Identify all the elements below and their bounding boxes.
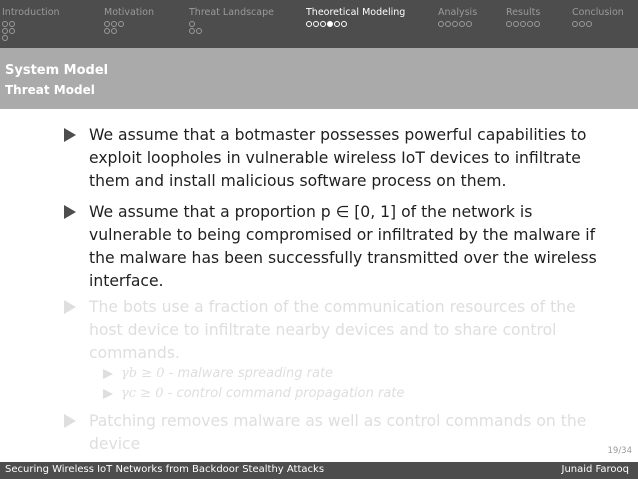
slide-dot-icon[interactable] [438, 21, 444, 27]
bullet-text: We assume that a botmaster possesses powerful capabilities to exploit loopholes in vulnerable wireless IoT devices to infiltrate them and install malicious software process on them. [89, 126, 587, 190]
nav-progress-dots [104, 21, 154, 35]
nav-dot-row [189, 21, 274, 28]
nav-dot-row [306, 21, 405, 28]
slide-dot-icon[interactable] [189, 21, 195, 27]
math-symbol: γc ≥ 0 [121, 386, 164, 401]
nav-dot-row [104, 28, 154, 35]
nav-dot-row [104, 21, 154, 28]
slide-dot-icon[interactable] [2, 28, 8, 34]
bullet-text: Patching removes malware as well as control commands on the device [89, 412, 587, 453]
nav-progress-dots [306, 21, 405, 28]
slide-dot-icon[interactable] [527, 21, 533, 27]
nav-dot-row [2, 35, 60, 42]
slide-dot-icon[interactable] [306, 21, 312, 27]
nav-section-results[interactable] [506, 7, 541, 28]
nav-section-conclusion[interactable] [572, 7, 624, 28]
nav-section-label[interactable]: Introduction [2, 7, 60, 18]
slide-dot-icon[interactable] [572, 21, 578, 27]
nav-section-label[interactable]: Results [506, 7, 541, 18]
slide-dot-icon[interactable] [104, 21, 110, 27]
slide-dot-icon[interactable] [466, 21, 472, 27]
nav-progress-dots [2, 21, 60, 42]
slide-dot-icon[interactable] [313, 21, 319, 27]
frame-subtitle: Threat Model [5, 83, 95, 97]
slide-dot-icon[interactable] [459, 21, 465, 27]
nav-section-label[interactable]: Conclusion [572, 7, 624, 18]
frame-title-bar [0, 48, 638, 109]
slide-dot-icon[interactable] [520, 21, 526, 27]
bullet-text: The bots use a fraction of the communication resources of the host device to infiltrate nearby devices and to share control commands. [89, 298, 576, 362]
slide-dot-icon[interactable] [111, 21, 117, 27]
slide-dot-icon[interactable] [118, 21, 124, 27]
current-slide-dot-icon[interactable] [327, 21, 333, 27]
slide-dot-icon[interactable] [586, 21, 592, 27]
nav-section-motivation[interactable] [104, 7, 154, 35]
slide-dot-icon[interactable] [2, 35, 8, 41]
slide-dot-icon[interactable] [9, 28, 15, 34]
nav-dot-row [572, 21, 624, 28]
slide-dot-icon[interactable] [452, 21, 458, 27]
frame-title: System Model [5, 63, 109, 78]
nav-section-label[interactable]: Motivation [104, 7, 155, 18]
nav-progress-dots [506, 21, 541, 28]
slide-dot-icon[interactable] [2, 21, 8, 27]
nav-dot-row [189, 28, 274, 35]
nav-dot-row [2, 28, 60, 35]
nav-dot-row [506, 21, 541, 28]
slide-dot-icon[interactable] [534, 21, 540, 27]
subitem-description: malware spreading rate [177, 366, 334, 381]
slide-dot-icon[interactable] [196, 28, 202, 34]
nav-dot-row [2, 21, 60, 28]
bullet-triangle-icon [64, 205, 76, 219]
subbullet-triangle-icon [103, 369, 113, 379]
section-navigation [0, 0, 638, 48]
nav-section-label[interactable]: Analysis [438, 7, 478, 18]
subitem-description: control command propagation rate [176, 386, 405, 401]
slide-dot-icon[interactable] [189, 28, 195, 34]
subitem-malware-rate: γb ≥ 0 - malware spreading rate [103, 365, 333, 383]
subitem-control-rate: γc ≥ 0 - control command propagation rate [103, 385, 404, 403]
nav-section-theoretical-modeling[interactable] [306, 7, 405, 28]
nav-progress-dots [189, 21, 274, 35]
nav-section-analysis[interactable] [438, 7, 477, 28]
page-number: 19/34 [607, 446, 632, 456]
slide-dot-icon[interactable] [506, 21, 512, 27]
bullet-item-patching [64, 410, 604, 456]
nav-section-introduction[interactable] [2, 7, 60, 42]
nav-section-label[interactable]: Threat Landscape [189, 7, 274, 18]
slide-dot-icon[interactable] [579, 21, 585, 27]
nav-progress-dots [572, 21, 624, 28]
nav-dot-row [438, 21, 477, 28]
footer-author: Junaid Farooq [561, 464, 629, 475]
slide-dot-icon[interactable] [334, 21, 340, 27]
bullet-item-bots-resources [64, 296, 604, 365]
slide-dot-icon[interactable] [104, 28, 110, 34]
footer-bar [0, 462, 638, 479]
slide-dot-icon[interactable] [445, 21, 451, 27]
subbullet-triangle-icon [103, 389, 113, 399]
nav-section-label[interactable]: Theoretical Modeling [306, 7, 406, 18]
math-symbol: γb ≥ 0 [121, 366, 165, 381]
nav-progress-dots [438, 21, 477, 28]
bullet-triangle-icon [64, 128, 76, 142]
bullet-text: We assume that a proportion p ∈ [0, 1] of the network is vulnerable to being compromised or infiltrated by the malware if the malware has been successfully transmitted over the wireless interface. [89, 203, 597, 290]
slide-dot-icon[interactable] [111, 28, 117, 34]
bullet-item-botmaster [64, 124, 604, 193]
footer-presentation-title: Securing Wireless IoT Networks from Backdoor Stealthy Attacks [5, 464, 325, 475]
slide-dot-icon[interactable] [9, 21, 15, 27]
slide-dot-icon[interactable] [320, 21, 326, 27]
slide-dot-icon[interactable] [513, 21, 519, 27]
bullet-triangle-icon [64, 414, 76, 428]
bullet-item-proportion [64, 201, 604, 293]
nav-section-threat-landscape[interactable] [189, 7, 274, 35]
bullet-triangle-icon [64, 300, 76, 314]
slide-dot-icon[interactable] [341, 21, 347, 27]
